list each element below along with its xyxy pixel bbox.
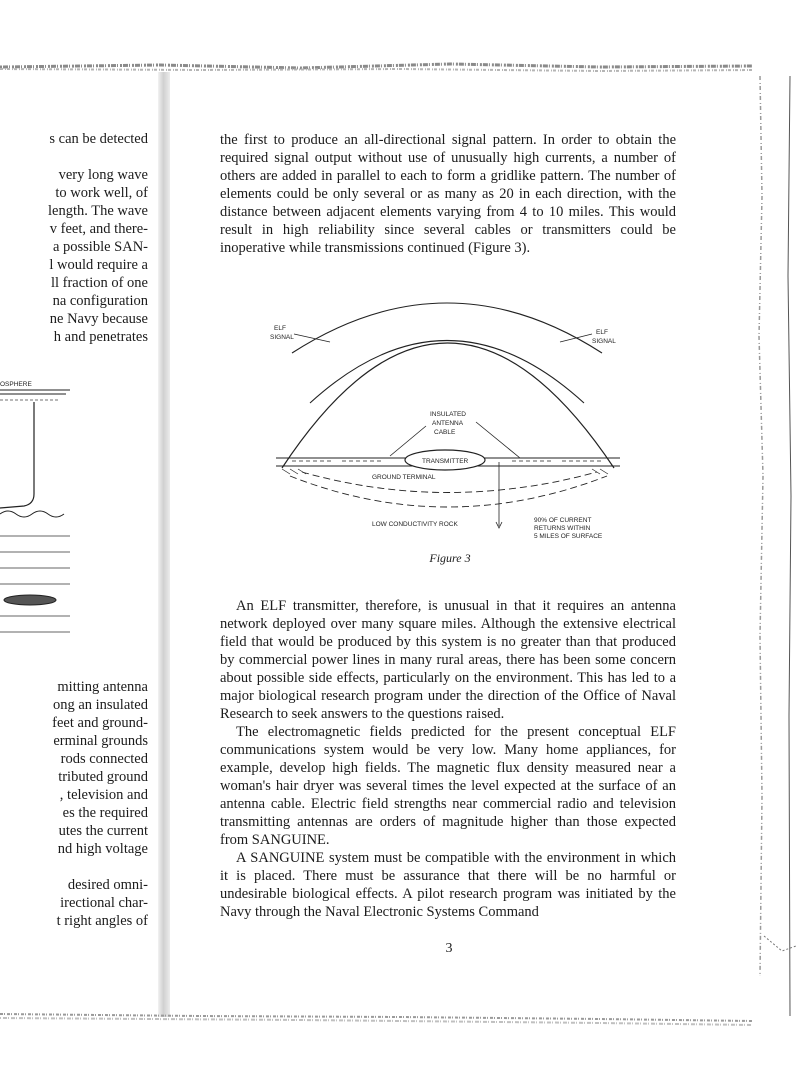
left-text-line: utes the current	[58, 823, 148, 839]
left-text-line: , television and	[59, 787, 148, 803]
left-text-line: rods connected	[60, 751, 148, 767]
left-text-line: s can be detected	[49, 131, 148, 147]
current-return-path-shallow	[302, 472, 597, 493]
svg-text:SIGNAL: SIGNAL	[270, 334, 294, 341]
left-text-line: feet and ground-	[52, 715, 148, 731]
label-elf-signal-right: ELF	[596, 329, 608, 336]
label-ground-terminal: GROUND TERMINAL	[372, 474, 436, 481]
left-text-line: ong an insulated	[52, 697, 148, 713]
elf-signal-arc-top	[292, 303, 602, 353]
left-text-line: mitting antenna	[57, 679, 148, 695]
left-text-line: es the required	[62, 805, 148, 821]
left-figure-fragment	[0, 376, 90, 636]
left-text-line: tributed ground	[58, 769, 148, 785]
label-low-conductivity-rock: LOW CONDUCTIVITY ROCK	[372, 521, 458, 528]
paragraph-elf-transmitter: An ELF transmitter, therefore, is unusual in that it requires an antenna network deployed over many square miles. Although the extensive electrical field that would be produced by this system is no greater than that produced by commercial power lines in many rural areas, there has been some concern about possible side effects, particularly on the environment. This has led to a major biological research program under the direction of the Office of Naval Research to seek answers to the questions raised.	[220, 598, 676, 722]
left-text-line: desired omni-	[67, 877, 148, 893]
left-text-line: ne Navy because	[49, 311, 148, 327]
svg-text:5 MILES OF SURFACE: 5 MILES OF SURFACE	[534, 533, 603, 540]
page-gutter	[158, 72, 170, 1017]
left-text-line: v feet, and there-	[49, 221, 148, 237]
figure-3-elf-diagram	[262, 298, 632, 548]
scan-edge-right	[752, 76, 798, 1016]
left-text-line: nd high voltage	[57, 841, 148, 857]
left-text-line: na configuration	[52, 293, 148, 309]
left-figure-label: OSPHERE	[0, 381, 32, 388]
elf-signal-arc-middle	[310, 341, 584, 404]
svg-text:SIGNAL: SIGNAL	[592, 338, 616, 345]
body-text-top	[220, 131, 676, 257]
label-insulated-antenna-cable: INSULATED	[430, 411, 466, 418]
left-text-line: very long wave	[58, 167, 148, 183]
figure-caption: Figure 3	[429, 551, 471, 565]
paragraph-electromagnetic-fields: The electromagnetic fields predicted for the present conceptual ELF communications system would be very low. Many home appliances, for example, develop high fields. The magnetic flux density measured near a woman's hair dryer was several times the level expected at the surface of an antenna cable. Electric field strengths near commercial radio and television transmitting antennas are orders of magnitude higher than those expected from SANGUINE.	[220, 724, 676, 848]
left-text-line: length. The wave	[48, 203, 148, 219]
left-text-line: erminal grounds	[53, 733, 148, 749]
left-text-line: ll fraction of one	[50, 275, 148, 291]
body-text-bottom	[220, 597, 676, 921]
label-transmitter: TRANSMITTER	[422, 458, 469, 465]
svg-text:RETURNS WITHIN: RETURNS WITHIN	[534, 525, 591, 532]
left-text-line: a possible SAN-	[52, 239, 148, 255]
left-page-fragment	[0, 72, 158, 1017]
label-current-returns: 90% OF CURRENT	[534, 517, 592, 524]
label-elf-signal-left: ELF	[274, 325, 286, 332]
svg-text:CABLE: CABLE	[434, 429, 456, 436]
left-text-line: t right angles of	[56, 913, 148, 929]
left-text-line: l would require a	[49, 257, 148, 273]
paragraph-sanguine-environment: A SANGUINE system must be compatible with the environment in which it is placed. There must be assurance that there will be no harmful or undesirable biological effects. A pilot research program was initiated by the Navy through the Naval Electronic Systems Command	[220, 850, 676, 920]
page-number: 3	[445, 941, 453, 956]
svg-text:ANTENNA: ANTENNA	[432, 420, 464, 427]
left-text-line: irectional char-	[60, 895, 148, 911]
paragraph-grid-pattern: the first to produce an all-directional signal pattern. In order to obtain the required signal output without use of unusually high currents, a number of others are added in parallel to each to form a gridlike pattern. The number of elements could be only several or as many as 20 in each direction, with the distance between adjacent elements varying from 4 to 10 miles. This would result in high reliability since several cables or transmitters could be inoperative while transmissions continued (Figure 3).	[220, 132, 676, 256]
left-text-line: h and penetrates	[53, 329, 148, 345]
elf-signal-arc-outer	[282, 343, 614, 468]
left-text-line: to work well, of	[55, 185, 148, 201]
